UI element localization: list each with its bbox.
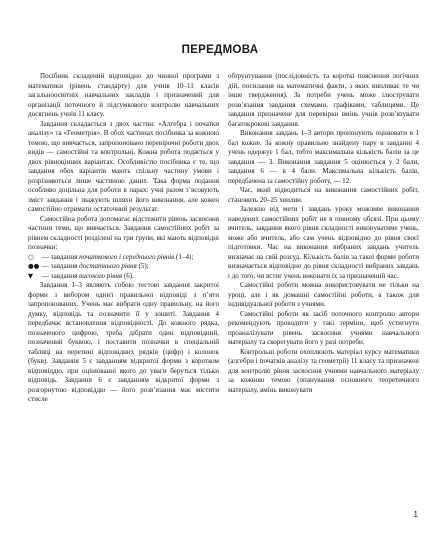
paragraph: Контрольні роботи охоплюють матеріал курсу математики (алгебри і початків аналізу та геометрії) 11 класу та призначені для контролю рівня засвоєння учнями навчального матеріалу за кожною темою (опанування основного теоретичного матеріалу, вмінь виконувати bbox=[228, 347, 419, 394]
paragraph: Самостійні роботи як засіб поточного контролю автори рекомендують проводити у такі терміни, щоб устигнути проаналізувати рівень засвоєння учнями навчального матеріалу та скорегувати його у разі потреби. bbox=[228, 309, 419, 346]
paragraph: Час, який відводиться на виконання самостійних робіт, становить 20–25 хвилин. bbox=[228, 186, 419, 204]
legend-item: ○ — завдання початкового і середнього рівнів (1–4); bbox=[28, 252, 194, 261]
legend-item: ▼ — завдання високого рівня (6). bbox=[28, 271, 134, 280]
triangle-icon: ▼ bbox=[28, 271, 33, 280]
paragraph: Виконання завдань 1–3 автори пропонують оцінювати в 1 бал кожне. За кожну правильно знайдену пару в завданні 4 учень одержує 1 бал, тобто максимальна кількість балів за це завдання — 3. Виконання завдання 5 оцінюється у 2 бали, завдання 6 — в 4 бали. Максимальна кількість балів, передбачена за самостійну роботу, — 12. bbox=[228, 129, 419, 185]
page-number: 1 bbox=[413, 510, 418, 519]
double-dot-icon: ●● bbox=[28, 262, 40, 270]
paragraph: Посібник складений відповідно до чинної програми з математики (рівень стандарту) для учнів 10–11 класів загальноосвітніх навчальних закладів і призначений для організації поточного й підсумкового контролю навчальних досягнень учнів 11 класу. bbox=[28, 72, 219, 118]
circle-icon: ○ bbox=[28, 252, 34, 261]
paragraph: Самостійна робота допомагає відстежити рівень засвоєння частини теми, що вивчається. Завдання самостійних робіт за рівнем складності розділені на три групи, які мають відповідні позначки: bbox=[28, 214, 219, 251]
paragraph: Самостійні роботи можна використовувати не тільки на уроці, але і як домашні самостійні роботи, а також для індивідуальної роботи з учнями. bbox=[228, 281, 419, 308]
paragraph: Завдання 1–3 являють собою тестові завдання закритої форми з вибором однієї правильної відповіді з п’яти запропонованих. Учень має вибрати одну правильну, на його думку, відповідь та позначити її у зошиті. Завдання 4 передбачає встановлення відповідності. До кожного рядка, позначеного цифрою, треба дібрати один відповідний, позначений буквою, і поставити позначки в спеціальній таблиці на перетині відповідних рядків (цифр) і колонок (букв). Завдання 5 є завданням відкритої форми з коротком відповіддю, при оцінюванні якого до уваги беруться тільки відповідь. Завдання 6 є завданням відкритої форми з розгорнутою відповіддю — його розв’язання має містити стисле bbox=[28, 281, 219, 403]
paragraph: Залежно від мети і завдань уроку можливе виконання наведених самостійних робіт не в повному обсязі. При цьому вчитель, завдання якого рівня складності виконуватиме учень, може або вчитель, або сам учень відповідно до рівня своєї підготовки. Час на виконання вибраних завдань учитель визначає на свій розсуд. Кількість балів за такої форми роботи визначається відповідно до рівня складності вибраних завдань і до того, чи встиг учень виконати їх за призначений час. bbox=[228, 205, 419, 280]
difficulty-legend bbox=[28, 253, 219, 282]
left-column bbox=[28, 72, 219, 405]
right-column bbox=[228, 72, 419, 395]
legend-item: ●● — завдання достатнього рівня (5); bbox=[28, 262, 149, 270]
paragraph: обґрунтування (послідовність та короткі пояснення логічних дій, посилання на математичні факти, з яких випливає те чи інше твердження). За потреби учень може ілюструвати розв’язання завдання схемами, графіками, таблицями. Це завдання призначене для перевірки вмінь учнів розв’язувати багатокрокові завдання. bbox=[228, 72, 419, 128]
paragraph: Завдання складається з двох частин: «Алгебра і початки аналізу» та «Геометрія». В обох частинах посібника за кожною темою, що вивчається, запропоновано перевірочні роботи двох видів — самостійні та контрольні. Кожна робота подається у двох рівноцінних варіантах. Особливістю посібника є те, що завдання обох варіантів мають спільну частину умови і розрізняються лише частиною даних. Така форма подання особливо доцільна для роботи в парах: учні разом з’ясовують зміст завдання і зважують шляхи його виконання, але кожен самостійно отримати остаточний результат. bbox=[28, 119, 219, 213]
page-title: ПЕРЕДМОВА bbox=[181, 44, 259, 56]
